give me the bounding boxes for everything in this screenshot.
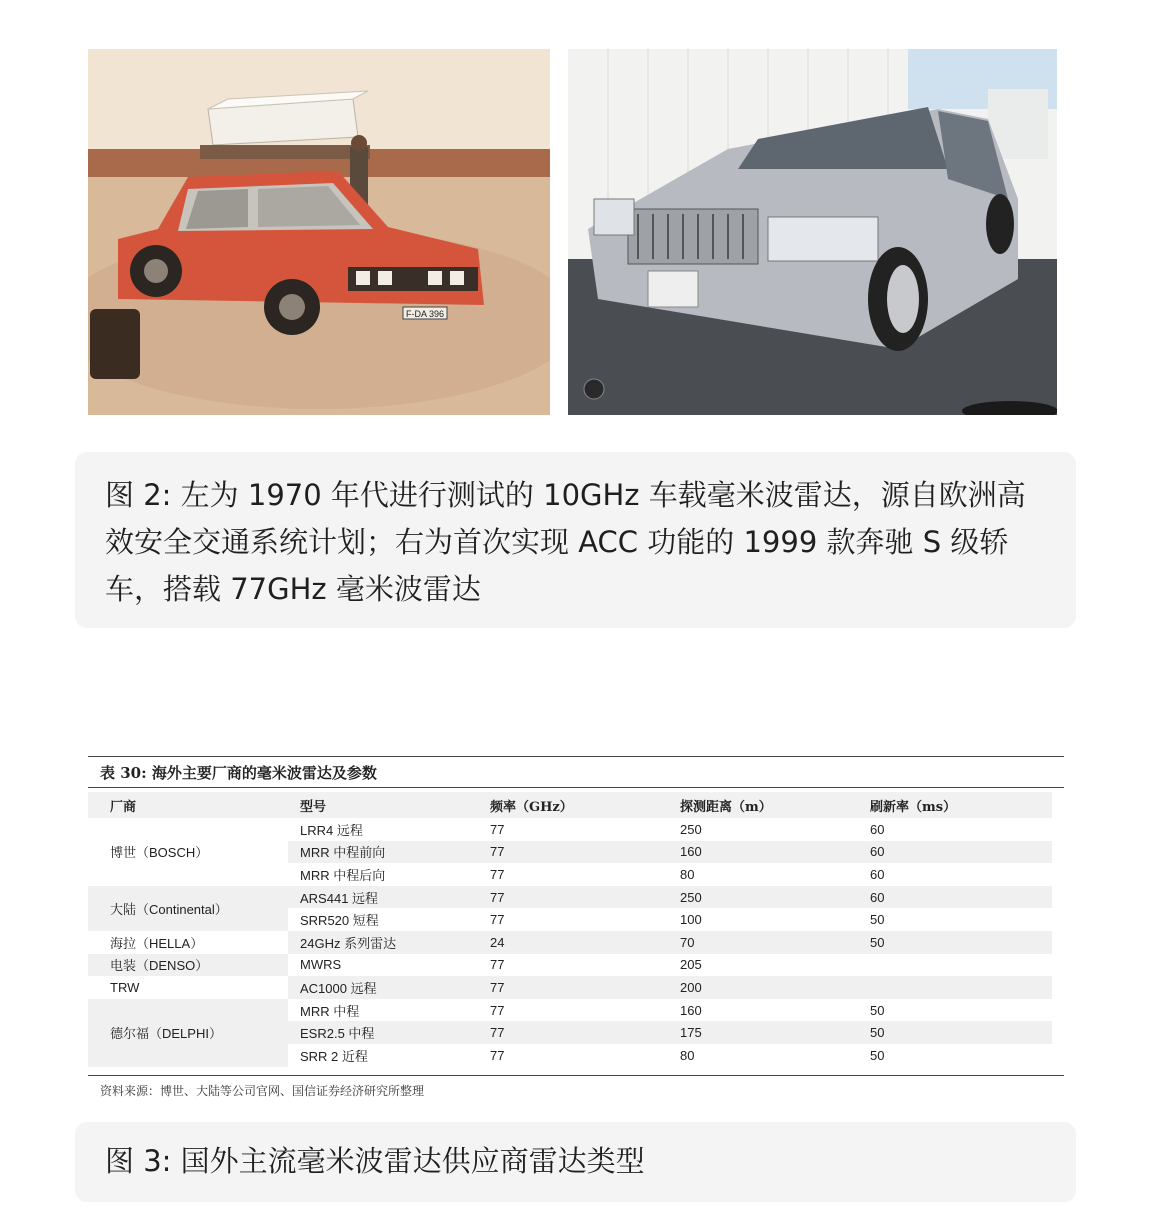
table-body: [88, 818, 1052, 1067]
cell-frequency: 77: [490, 1047, 505, 1063]
cell-model: ARS441 远程: [300, 890, 379, 906]
mercedes-s-class-photo: [568, 49, 1057, 415]
bmw-radar-test-photo: [88, 49, 550, 415]
cell-refresh: 60: [870, 889, 885, 905]
vendor-cell-hella: 海拉（HELLA）: [88, 931, 288, 954]
cell-refresh: 50: [870, 1047, 885, 1063]
cell-model: SRR520 短程: [300, 913, 379, 929]
cell-frequency: 24: [490, 934, 505, 950]
cell-refresh: 60: [870, 844, 885, 860]
cell-frequency: 77: [490, 1002, 505, 1018]
cell-frequency: 77: [490, 979, 505, 995]
table-header-row: [88, 792, 1052, 818]
cell-range: 160: [680, 844, 702, 860]
cell-frequency: 77: [490, 1025, 505, 1041]
cell-frequency: 77: [490, 844, 505, 860]
vendor-cell-bosch: 博世（BOSCH）: [88, 818, 288, 886]
cell-model: MRR 中程前向: [300, 845, 386, 861]
cell-frequency: 77: [490, 821, 505, 837]
cell-range: 100: [680, 912, 702, 928]
cell-frequency: 77: [490, 889, 505, 905]
cell-refresh: 60: [870, 866, 885, 882]
header-range: 探测距离（m）: [680, 799, 772, 815]
cell-model: SRR 2 近程: [300, 1048, 368, 1064]
figure-2-caption: 图 2: 左为 1970 年代进行测试的 10GHz 车载毫米波雷达，源自欧洲高效安全交通系统计划；右为首次实现 ACC 功能的 1999 款奔驰 S 级轿车，搭载 77GHz 毫米波雷达: [75, 452, 1076, 628]
header-frequency: 频率（GHz）: [490, 799, 573, 815]
header-refresh: 刷新率（ms）: [870, 799, 957, 815]
table-title: 表 30: 海外主要厂商的毫米波雷达及参数: [88, 756, 1064, 788]
radar-params-table: [88, 756, 1064, 1099]
cell-frequency: 77: [490, 912, 505, 928]
cell-refresh: 60: [870, 821, 885, 837]
cell-frequency: 77: [490, 957, 505, 973]
cell-refresh: 50: [870, 1025, 885, 1041]
cell-range: 200: [680, 979, 702, 995]
cell-model: MRR 中程后向: [300, 867, 386, 883]
cell-range: 80: [680, 1047, 695, 1063]
cell-refresh: 50: [870, 912, 885, 928]
cell-range: 175: [680, 1025, 702, 1041]
cell-model: ESR2.5 中程: [300, 1026, 375, 1042]
cell-refresh: 50: [870, 934, 885, 950]
cell-range: 80: [680, 866, 695, 882]
cell-model: LRR4 远程: [300, 822, 363, 838]
cell-range: 70: [680, 934, 695, 950]
cell-model: MRR 中程: [300, 1003, 360, 1019]
header-model: 型号: [300, 799, 327, 815]
cell-range: 250: [680, 821, 702, 837]
license-plate: F-DA 396: [406, 309, 445, 319]
vendor-cell-continental: 大陆（Continental）: [88, 886, 288, 931]
header-vendor: 厂商: [110, 799, 137, 815]
cell-model: 24GHz 系列雷达: [300, 935, 397, 951]
cell-range: 160: [680, 1002, 702, 1018]
vendor-cell-trw: TRW: [88, 976, 288, 999]
vendor-cell-delphi: 德尔福（DELPHI）: [88, 999, 288, 1067]
table-source-note: 资料来源：博世、大陆等公司官网、国信证券经济研究所整理: [100, 1083, 425, 1098]
cell-model: AC1000 远程: [300, 980, 377, 996]
cell-refresh: 50: [870, 1002, 885, 1018]
cell-range: 205: [680, 957, 702, 973]
cell-frequency: 77: [490, 866, 505, 882]
cell-model: MWRS: [300, 957, 342, 973]
figure-3-caption: 图 3: 国外主流毫米波雷达供应商雷达类型: [75, 1122, 1076, 1202]
cell-range: 250: [680, 889, 702, 905]
vendor-cell-denso: 电装（DENSO）: [88, 954, 288, 977]
